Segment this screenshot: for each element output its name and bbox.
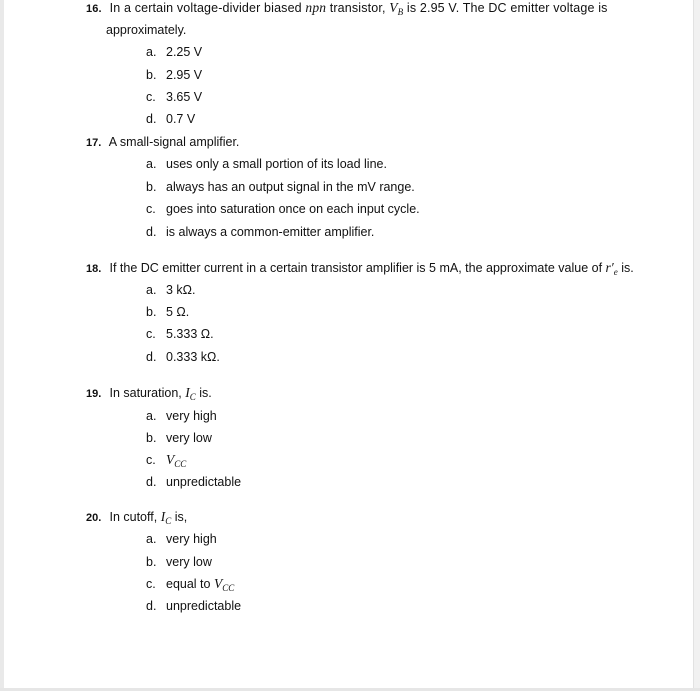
question-number: 20. — [86, 512, 102, 524]
ic-subscript: C — [189, 392, 196, 402]
option-19b — [146, 430, 212, 446]
option-16b — [146, 67, 202, 83]
option-19d — [146, 474, 241, 490]
option-letter: a. — [146, 532, 157, 546]
option-text: 3 kΩ. — [166, 283, 196, 297]
option-letter: d. — [146, 599, 157, 613]
option-19c — [146, 452, 186, 472]
question-text: transistor, — [329, 1, 386, 15]
option-letter: d. — [146, 225, 157, 239]
question-text: is, — [174, 510, 188, 524]
question-number: 17. — [86, 137, 102, 149]
option-text: 0.333 kΩ. — [166, 350, 220, 364]
option-text: 2.95 V — [166, 68, 203, 82]
option-letter: d. — [146, 112, 157, 126]
option-letter: b. — [146, 431, 157, 445]
question-text: is. — [199, 386, 212, 400]
question-text: In cutoff, — [109, 510, 158, 524]
option-text: 5.333 Ω. — [166, 327, 214, 341]
option-letter: b. — [146, 68, 157, 82]
npn-symbol: npn — [305, 0, 327, 15]
vcc-subscript: CC — [222, 583, 235, 593]
option-19a — [146, 408, 217, 424]
vb-subscript: B — [397, 7, 404, 17]
option-letter: a. — [146, 283, 157, 297]
option-text: uses only a small portion of its load line. — [166, 157, 387, 171]
option-letter: b. — [146, 180, 157, 194]
question-number: 19. — [86, 388, 102, 400]
option-18b — [146, 304, 189, 320]
option-text: 5 Ω. — [166, 305, 190, 319]
vcc-symbol: V — [166, 452, 175, 467]
question-text: If the DC emitter current in a certain transistor amplifier is 5 mA, the approximate value of — [109, 261, 603, 275]
ic-symbol: I — [185, 385, 190, 400]
option-letter: d. — [146, 350, 157, 364]
option-letter: a. — [146, 45, 157, 59]
option-17d — [146, 224, 374, 240]
option-text: very high — [166, 532, 217, 546]
option-16c — [146, 89, 202, 105]
question-17 — [86, 134, 239, 151]
question-19 — [86, 385, 212, 405]
vb-symbol: V — [389, 0, 398, 15]
option-letter: b. — [146, 555, 157, 569]
option-letter: d. — [146, 475, 157, 489]
option-20c — [146, 576, 234, 596]
question-text: In a certain voltage-divider biased — [109, 1, 302, 15]
question-number: 16. — [86, 3, 102, 15]
option-text: very low — [166, 555, 212, 569]
question-16 — [86, 0, 608, 20]
page-edge-left — [0, 0, 4, 691]
option-text: very high — [166, 409, 217, 423]
option-text: is always a common-emitter amplifier. — [166, 225, 375, 239]
question-16-continuation: approximately. — [106, 23, 187, 37]
question-text: A small-signal amplifier. — [108, 135, 240, 149]
option-20d — [146, 598, 241, 614]
option-text: 2.25 V — [166, 45, 203, 59]
question-18 — [86, 260, 634, 280]
option-letter: c. — [146, 202, 156, 216]
option-17c — [146, 201, 420, 217]
option-letter: a. — [146, 157, 157, 171]
question-text: is. — [621, 261, 634, 275]
option-18c — [146, 326, 214, 342]
re-subscript: e — [613, 267, 618, 277]
option-18a — [146, 282, 196, 298]
option-text: 0.7 V — [166, 112, 196, 126]
vcc-subscript: CC — [174, 459, 187, 469]
option-letter: c. — [146, 453, 156, 467]
option-letter: c. — [146, 90, 156, 104]
option-17b — [146, 179, 415, 195]
option-text: very low — [166, 431, 212, 445]
option-17a — [146, 156, 387, 172]
option-letter: c. — [146, 327, 156, 341]
question-text: In saturation, — [109, 386, 182, 400]
ic-symbol: I — [160, 509, 166, 524]
option-text: goes into saturation once on each input cycle. — [166, 202, 420, 216]
option-text: unpredictable — [166, 475, 242, 489]
option-18d — [146, 349, 220, 365]
ic-subscript: C — [165, 516, 172, 526]
question-20 — [86, 509, 187, 529]
option-16d — [146, 111, 195, 127]
option-20a — [146, 531, 217, 547]
question-text: is 2.95 V. The DC emitter voltage is — [406, 1, 608, 15]
option-text: always has an output signal in the mV range. — [166, 180, 415, 194]
vcc-symbol: V — [213, 576, 223, 591]
re-symbol: r′ — [605, 260, 614, 275]
page-edge-right — [693, 0, 700, 691]
option-16a — [146, 44, 202, 60]
option-text: equal to — [166, 577, 211, 591]
option-letter: c. — [146, 577, 156, 591]
option-text: 3.65 V — [166, 90, 203, 104]
option-letter: b. — [146, 305, 157, 319]
question-number: 18. — [86, 263, 102, 275]
option-letter: a. — [146, 409, 157, 423]
option-20b — [146, 554, 212, 570]
option-text: unpredictable — [166, 599, 242, 613]
